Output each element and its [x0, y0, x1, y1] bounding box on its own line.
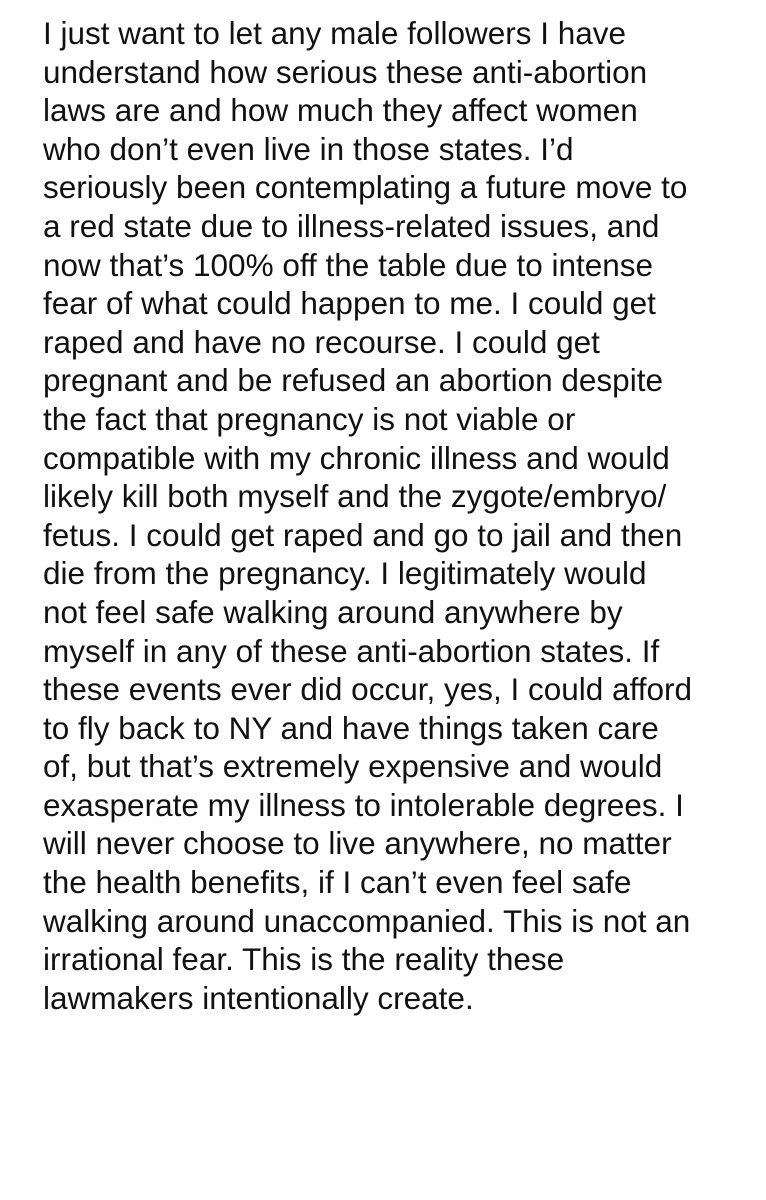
note-line: seriously been contemplating a future move to — [43, 169, 688, 206]
note-line: these events ever did occur, yes, I could afford — [43, 671, 693, 708]
note-line: to fly back to NY and have things taken care — [43, 709, 659, 746]
note-line: pregnant and be refused an abortion despite — [43, 362, 663, 399]
note-line: laws are and how much they affect women — [43, 92, 638, 129]
note-line: understand how serious these anti-abortion — [43, 53, 648, 90]
note-line: who don’t even live in those states. I’d — [43, 130, 574, 167]
note-line: fetus. I could get raped and go to jail and then — [43, 516, 683, 553]
note-line: compatible with my chronic illness and would — [43, 439, 670, 476]
note-line: now that’s 100% off the table due to intense — [43, 246, 654, 283]
note-body — [43, 14, 733, 1017]
note-line: the health benefits, if I can’t even feel safe — [43, 864, 632, 901]
note-line: a red state due to illness-related issues, and — [43, 207, 660, 244]
note-line: irrational fear. This is the reality these — [43, 941, 565, 978]
note-line: likely kill both myself and the zygote/embryo/ — [43, 478, 667, 515]
note-line: exasperate my illness to intolerable degrees. I — [43, 786, 684, 823]
note-line: walking around unaccompanied. This is not an — [43, 902, 691, 939]
note-line: the fact that pregnancy is not viable or — [43, 400, 576, 437]
note-line: myself in any of these anti-abortion states. If — [43, 632, 660, 669]
note-line: I just want to let any male followers I have — [43, 15, 627, 51]
note-line: of, but that’s extremely expensive and would — [43, 748, 663, 785]
note-line: die from the pregnancy. I legitimately would — [43, 555, 647, 592]
note-line: fear of what could happen to me. I could get — [43, 285, 656, 322]
note-line: not feel safe walking around anywhere by — [43, 593, 623, 630]
note-line: lawmakers intentionally create. — [43, 979, 474, 1016]
note-line: will never choose to live anywhere, no matter — [43, 825, 672, 862]
note-line: raped and have no recourse. I could get — [43, 323, 600, 360]
